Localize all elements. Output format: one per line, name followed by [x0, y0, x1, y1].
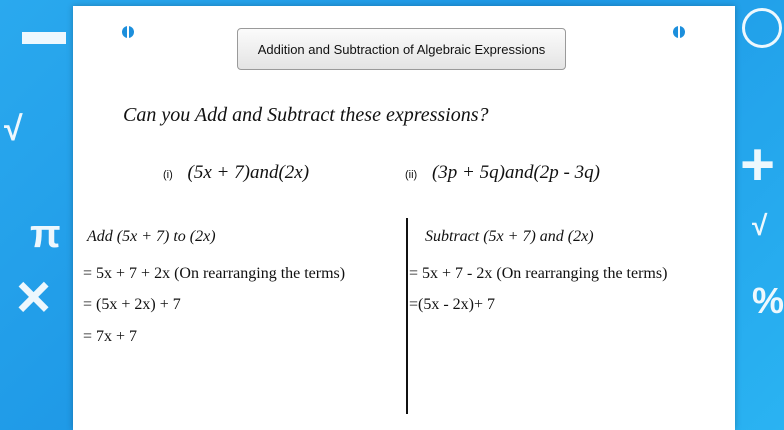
page-title — [237, 28, 566, 70]
pin-icon — [122, 26, 134, 38]
problem-1 — [163, 162, 309, 184]
root-sign-icon: √ — [4, 110, 23, 148]
add-step-2: = (5x + 2x) + 7 — [83, 296, 181, 313]
times-sign-icon: × — [16, 263, 52, 330]
root-sign-icon: √ — [752, 210, 768, 241]
pin-icon — [673, 26, 685, 38]
subtract-step-1: = 5x + 7 - 2x (On rearranging the terms) — [409, 265, 668, 282]
percent-sign-icon: % — [752, 280, 784, 321]
problem-1-number: (i) — [163, 169, 173, 181]
plus-sign-icon: + — [740, 131, 776, 198]
pi-icon: π — [30, 212, 61, 256]
question-text: Can you Add and Subtract these expressions? — [123, 104, 489, 126]
problem-2-expression: (3p + 5q)and(2p - 3q) — [431, 162, 600, 183]
column-divider — [406, 218, 408, 414]
whiteboard — [73, 6, 735, 430]
problem-1-expression: (5x + 7)and(2x) — [187, 162, 310, 183]
globe-icon — [742, 8, 782, 48]
subtract-heading: Subtract (5x + 7) and (2x) — [425, 228, 594, 245]
add-step-3: = 7x + 7 — [83, 328, 138, 345]
problem-2 — [405, 162, 600, 184]
minus-sign-icon — [22, 32, 66, 44]
add-step-1: = 5x + 7 + 2x (On rearranging the terms) — [83, 265, 346, 282]
subtract-step-2: =(5x - 2x)+ 7 — [409, 296, 496, 313]
problem-2-number: (ii) — [405, 169, 418, 181]
page-title-text: Addition and Subtraction of Algebraic Expressions — [257, 41, 546, 57]
add-heading: Add (5x + 7) to (2x) — [87, 228, 216, 245]
